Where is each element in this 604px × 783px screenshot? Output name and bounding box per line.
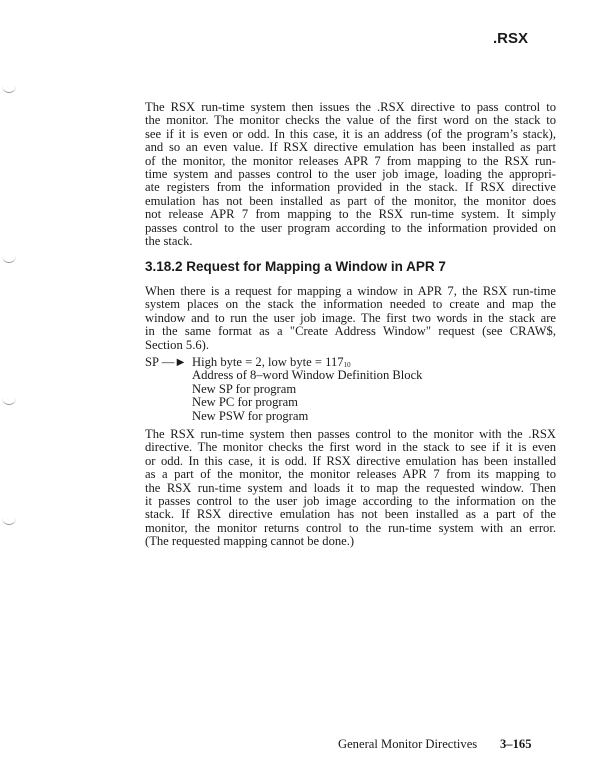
stack-item: Address of 8–word Window Definition Block — [192, 368, 423, 383]
binding-mark — [2, 256, 16, 263]
text-line: (The requested mapping cannot be done.) — [145, 534, 355, 549]
stack-items — [192, 356, 422, 423]
text-line: When there is a request for mapping a window in APR 7, the RSX run-time — [145, 284, 556, 298]
text-line: time system and passes control to the user job image, loading the appropri- — [145, 166, 556, 181]
stack-layout — [145, 356, 556, 424]
binding-mark — [2, 86, 16, 93]
text-line: Section 5.6). — [145, 337, 210, 352]
stack-item: New PC for program — [192, 395, 298, 410]
text-line: ate registers from the information provided in the stack. If RSX directive — [145, 180, 556, 195]
text-line: system places on the stack the information needed to create and map the — [145, 297, 556, 312]
stack-item-text: High byte = 2, low byte = 117 — [192, 355, 344, 369]
text-line: in the same format as a "Create Address Window" request (see CRAW$, — [145, 324, 556, 339]
text-line: emulation has not been installed as part of the monitor, the monitor does — [145, 193, 556, 208]
text-line: the stack. — [145, 233, 193, 248]
text-line: passes control to the user program according to the information provided on — [145, 220, 556, 235]
binding-mark — [2, 518, 16, 525]
text-line: window and to run the user job image. The first two words in the stack are — [145, 310, 556, 325]
binding-mark — [2, 398, 16, 405]
text-line: see if it is even or odd. In this case, it is an address (of the program’s stack), — [145, 126, 556, 141]
radix-subscript: 10 — [343, 361, 351, 369]
paragraph-1 — [145, 101, 556, 248]
text-line: stack. If RSX directive emulation has not been installed as a part of the — [145, 507, 556, 522]
footer-page-number: 3–165 — [500, 737, 532, 751]
paragraph-2 — [145, 285, 556, 352]
text-line: it passes control to the user job image according to the information on the — [145, 493, 556, 508]
text-line: the RSX run-time system and loads it to map the requested window. Then — [145, 480, 556, 495]
section-heading: 3.18.2 Request for Mapping a Window in APR 7 — [145, 259, 446, 274]
section-tag: .RSX — [492, 30, 528, 47]
text-line: or odd. In this case, it is odd. If RSX directive emulation has been installed — [145, 453, 556, 468]
paragraph-3 — [145, 428, 556, 549]
stack-item — [192, 356, 422, 369]
text-line: as a part of the monitor, the monitor releases APR 7 from its mapping to — [145, 467, 556, 482]
stack-item: New SP for program — [192, 381, 297, 396]
text-line: The RSX run-time system then passes control to the monitor with the .RSX — [145, 427, 556, 441]
footer-chapter-title: General Monitor Directives — [338, 737, 478, 751]
text-line: the monitor. The monitor checks the value of the first word on the stack to — [145, 113, 556, 128]
stack-item: New PSW for program — [192, 408, 309, 423]
text-line: and so an even value. If RSX directive emulation has been installed as part — [145, 140, 556, 155]
text-line: The RSX run-time system then issues the .RSX directive to pass control to — [145, 100, 556, 114]
text-line: directive. The monitor checks the first word in the stack to see if it is even — [145, 440, 556, 455]
text-line: not release APR 7 from mapping to the RSX run-time system. It simply — [145, 207, 556, 222]
text-line: of the monitor, the monitor releases APR 7 from mapping to the RSX run- — [145, 153, 556, 168]
stack-pointer-label: SP —► — [145, 355, 187, 369]
text-line: monitor, the monitor returns control to the run-time system with an error. — [145, 520, 556, 535]
